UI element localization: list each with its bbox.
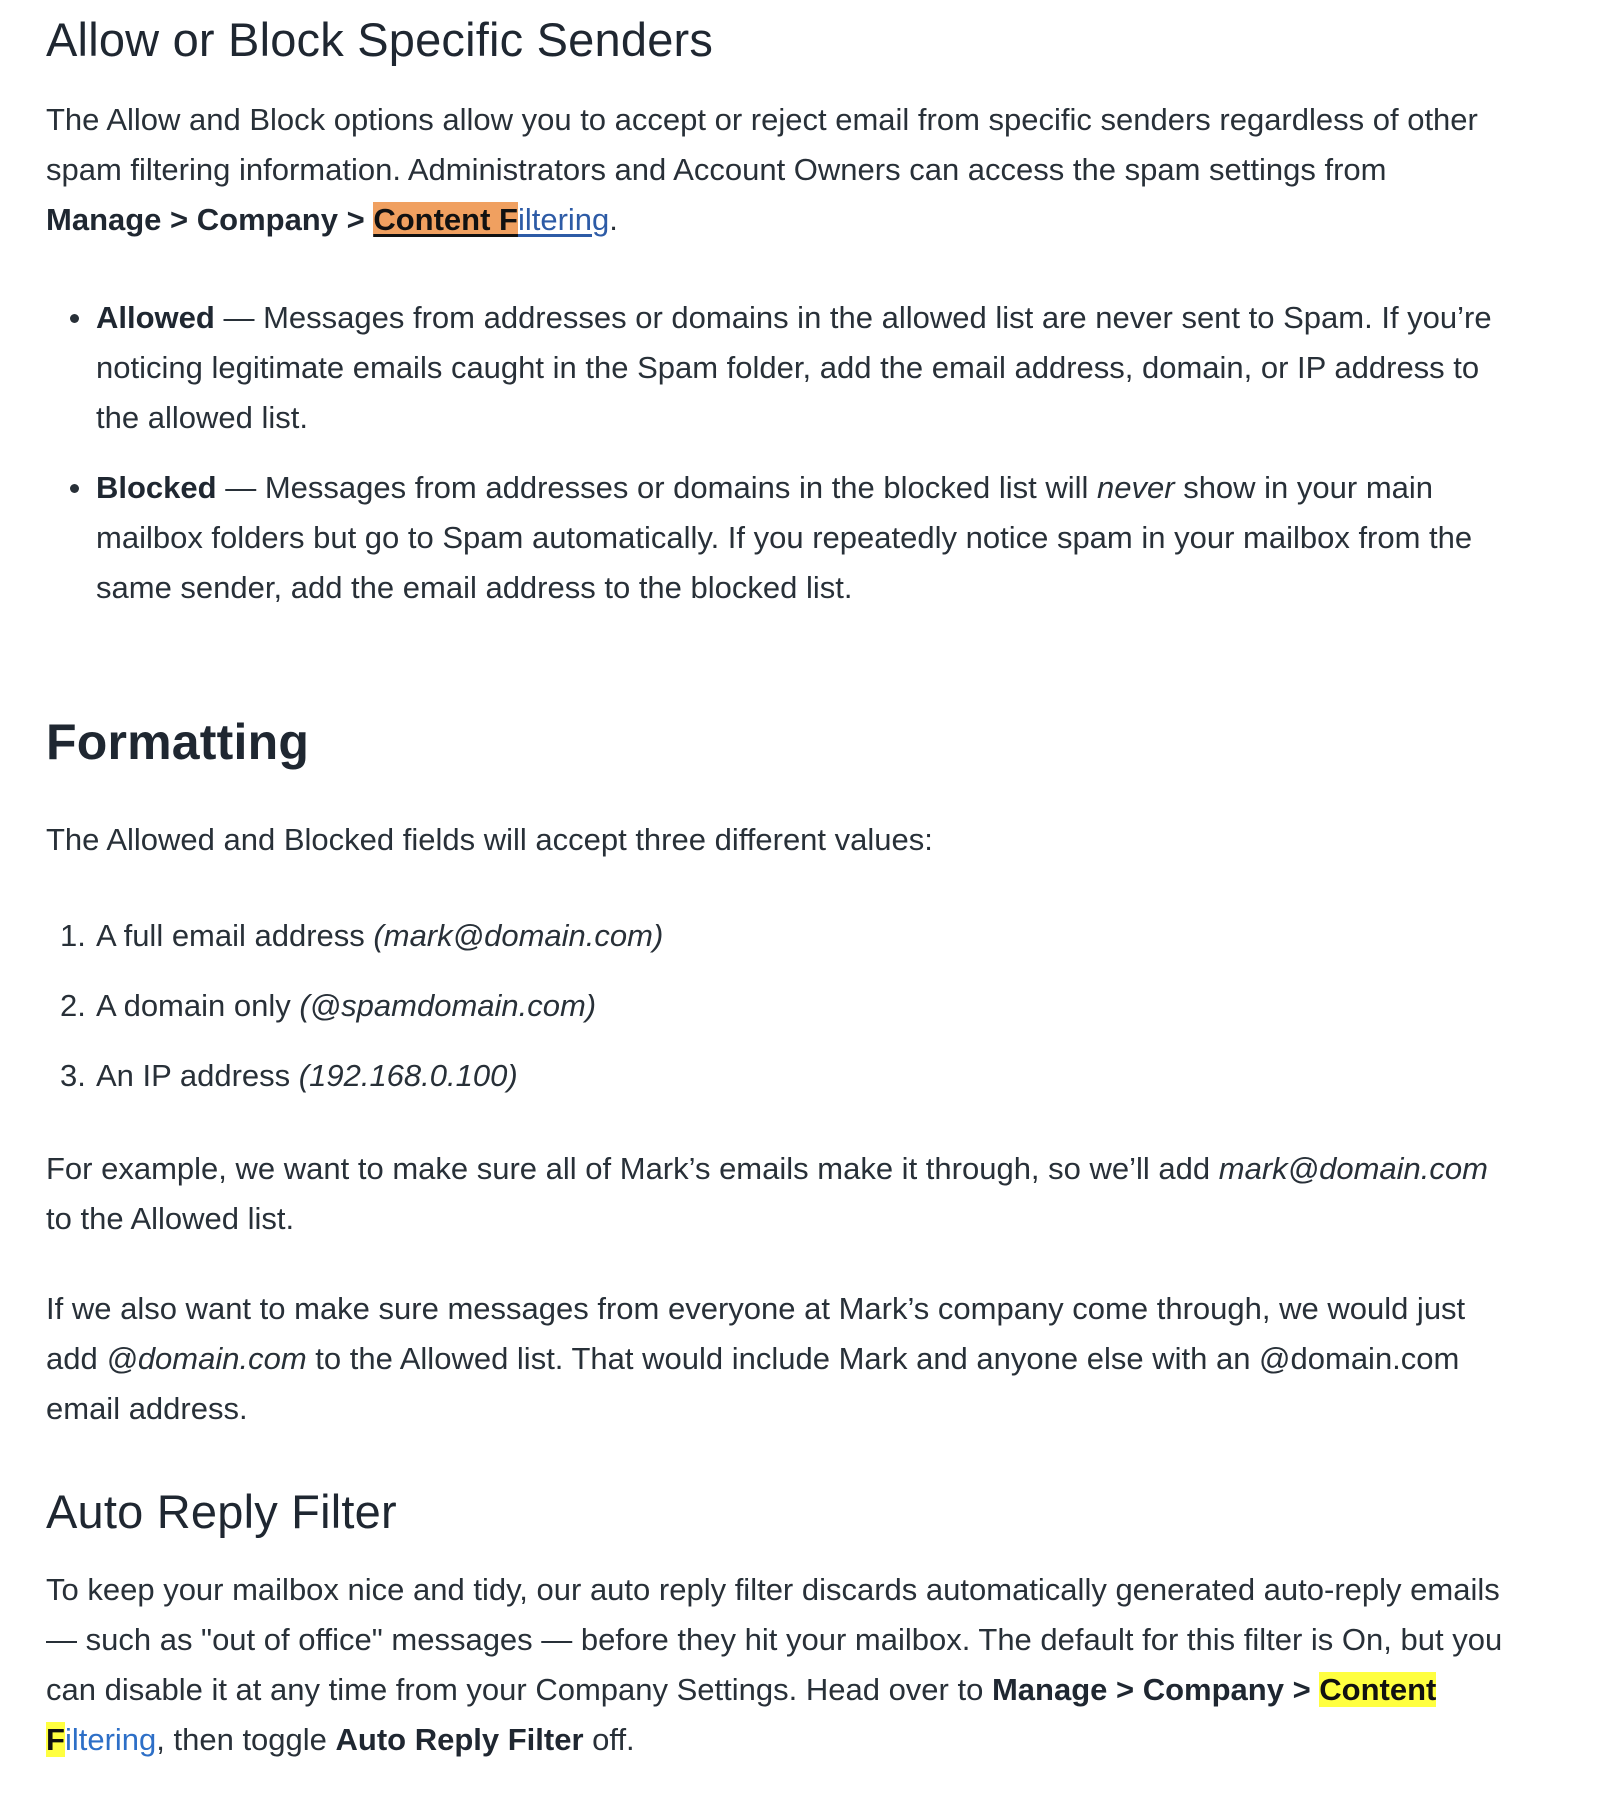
list-item [46,981,1506,1031]
description-allowed: — Messages from addresses or domains in the allowed list are never sent to Spam. If you’re noticing legitimate emails caught in the Spam folder, add the email address, domain, or IP address to the allowed list. [96,300,1492,435]
value-label: A full email address [96,918,374,953]
value-example: (mark@domain.com) [373,918,664,953]
formatting-example-1 [46,1144,1506,1244]
example-domain: @domain.com [106,1341,307,1376]
term-allowed: Allowed [96,300,215,335]
list-item [46,1051,1506,1101]
formatting-intro: The Allowed and Blocked fields will accept three different values: [46,822,933,857]
list-item-blocked [46,463,1506,613]
example-text: to the Allowed list. [46,1201,295,1236]
value-label: A domain only [96,988,300,1023]
formatting-example-2 [46,1284,1506,1434]
description-blocked-end: show in your main mailbox folders but go to Spam automatically. If you repeatedly notice spam in your mailbox from the same sender, add the email address to the blocked list. [96,470,1473,605]
search-highlight: Content F [46,1672,1437,1757]
auto-reply-text: , then toggle [156,1722,336,1757]
value-example: (@spamdomain.com) [299,988,597,1023]
formatting-heading: Formatting [46,714,310,770]
allow-block-list [46,293,1506,633]
example-email: mark@domain.com [1218,1151,1488,1186]
bullet-icon [70,314,79,323]
example-text: For example, we want to make sure all of Mark’s emails make it through, so we’ll add [46,1151,1219,1186]
link-text-rest: iltering [517,202,610,237]
list-number: 3. [60,1058,86,1093]
example-text: to the Allowed list. That would include Mark and anyone else with an @domain.com email address. [46,1341,1460,1426]
bullet-icon [70,484,79,493]
allow-block-intro [46,95,1506,245]
formatting-values-list [46,911,1506,1121]
term-blocked: Blocked [96,470,217,505]
content-filtering-link[interactable] [373,202,609,237]
settings-path: Manage > Company > [991,1672,1320,1707]
auto-reply-setting-name: Auto Reply Filter [335,1722,584,1757]
allow-block-heading: Allow or Block Specific Senders [46,13,714,66]
emphasis-never: never [1097,470,1175,505]
description-blocked-start: — Messages from addresses or domains in the blocked list will [216,470,1098,505]
value-example: (192.168.0.100) [298,1058,518,1093]
value-label: An IP address [96,1058,299,1093]
auto-reply-paragraph [46,1565,1506,1765]
auto-reply-text: To keep your mailbox nice and tidy, our auto reply filter discards automatically generated auto-reply emails — such as "out of office" messages — before they hit your mailbox. The default for this filter is On, but you can disable it at any time from your Company Settings. Head over to [46,1572,1503,1707]
auto-reply-text: off. [583,1722,635,1757]
list-item [46,911,1506,961]
list-item-allowed [46,293,1506,443]
example-text: If we also want to make sure messages from everyone at Mark’s company come through, we would just add [46,1291,1466,1376]
settings-path: Manage > Company > [46,202,374,237]
intro-text: The Allow and Block options allow you to accept or reject email from specific senders regardless of other spam filtering information. Administrators and Account Owners can access the spam settings from [46,102,1478,187]
list-number: 2. [60,988,86,1023]
search-highlight: Content F [373,202,518,237]
link-text-rest: iltering [64,1722,157,1757]
auto-reply-heading: Auto Reply Filter [46,1485,397,1538]
period: . [609,202,618,237]
list-number: 1. [60,918,86,953]
